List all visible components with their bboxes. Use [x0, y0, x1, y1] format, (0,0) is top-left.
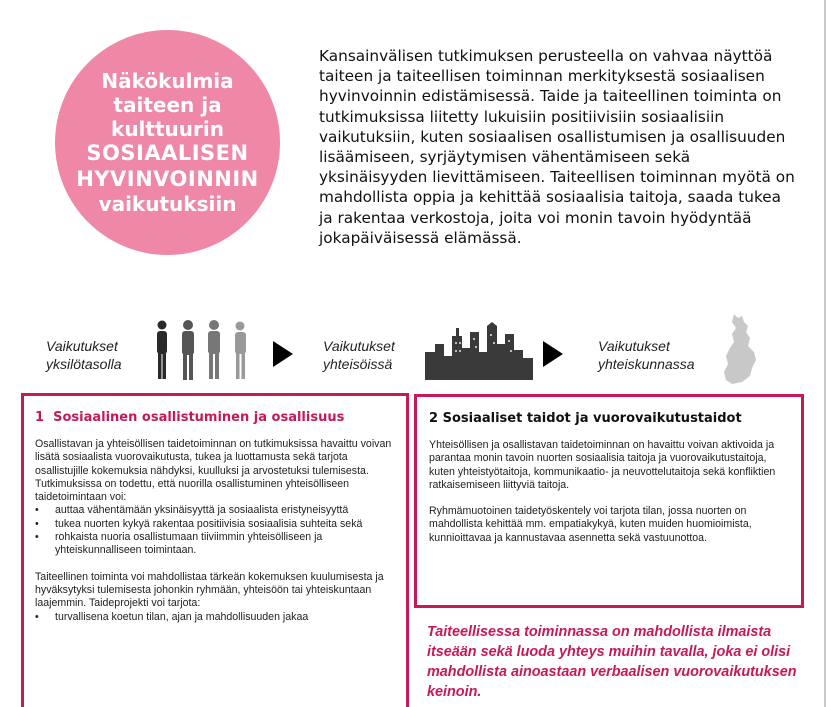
box1-bullet-list-2: [35, 611, 394, 624]
impact-individual-label: [46, 337, 121, 373]
box1-bullet-list: [35, 504, 394, 557]
intro-paragraph: Kansainvälisen tutkimuksen perusteella on vahvaa näyttöä taiteen ja taiteellisen toiminnan merkityksestä sosiaalisen hyvinvoinnin edistämisessä. Taide ja taiteellinen toiminta on tutkimuksissa liitetty lukuisiin positiivisiin sosiaalisiin vaikutuksiin, kuten sosiaalisen osallistumisen ja osallisuuden lisäämiseen, syrjäytymisen vähentämiseen sekä yksinäisyyden lievittämiseen. Taiteellisen toiminnan myötä on mahdollista oppia ja kehittää sosiaalisia taitoja, saada tukea ja rakentaa verkostoja, joita voi monin tavoin hyödyntää jokapäiväisessä elämässä.: [319, 47, 795, 247]
arrow-icon: [273, 341, 293, 367]
box-social-participation: [21, 393, 409, 707]
impact-society-label: [598, 337, 695, 373]
title-line-6: vaikutuksiin: [98, 191, 237, 216]
city-skyline-icon: [425, 322, 533, 380]
title-line-5: HYVINVOINNIN: [76, 166, 259, 191]
title-line-3: kulttuurin: [111, 117, 224, 142]
box2-title: Sosiaaliset taidot ja vuorovaikutustaidot: [442, 411, 742, 426]
impact-community-line1: Vaikutukset: [323, 338, 395, 354]
arrow-icon: [543, 341, 563, 367]
title-line-1: Näkökulmia: [101, 69, 234, 94]
list-item: • auttaa vähentämään yksinäisyyttä ja sosiaalista eristyneisyyttä: [35, 504, 394, 517]
box2-paragraph-1: Yhteisöllisen ja osallistavan taidetoiminnan on havaittu voivan aktivoida ja parantaa monin tavoin nuorten sosiaalisia taitoja ja vuorovaikutustaitoja, kuten yhteistyötaitoja, kommunikaatio- ja neuvottelutaitoja sekä konfliktien ratkaisemiseen liittyviä taitoja.: [429, 439, 776, 491]
box-social-skills: [414, 394, 804, 608]
impact-individual-line1: Vaikutukset: [46, 338, 118, 354]
box1-title: Sosiaalinen osallistuminen ja osallisuus: [53, 410, 345, 425]
box2-heading: [429, 411, 789, 427]
impact-community-label: [323, 337, 395, 373]
box1-paragraph-1: Osallistavan ja yhteisöllisen taidetoiminnan on tutkimuksissa havaittu voivan lisätä sosiaalista vuorovaikutusta, tukea ja luottamusta sekä tarjota osallistujille kokemuksia nähdyksi, kuulluksi ja arvostetuksi tulemisesta. Tutkimuksissa on todettu, että nuorilla osallistuminen yhteisölliseen taidetoimintaan voi:: [35, 438, 392, 504]
impact-society-line2: yhteiskunnassa: [598, 356, 695, 372]
box1-number: 1: [35, 410, 45, 425]
highlight-quote: Taiteellisessa toiminnassa on mahdollista ilmaista itseään sekä luoda yhteys muihin tavalla, joka ei olisi mahdollista ainoastaan verbaalisen vuorovaikutuksen keinoin.: [427, 624, 797, 700]
impact-individual-line2: yksilötasolla: [46, 356, 122, 372]
finland-map-icon: [722, 312, 762, 386]
list-item: • tukea nuorten kykyä rakentaa positiivisia sosiaalisia suhteita sekä: [35, 518, 394, 531]
box1-paragraph-2: Taiteellinen toiminta voi mahdollistaa tärkeän kokemuksen kuulumisesta ja hyväksytyksi tulemisesta johonkin ryhmään, yhteisöön tai yhteiskuntaan laajemmin. Taideprojekti voi tarjota:: [35, 570, 384, 610]
impact-community-line2: yhteisöissä: [323, 356, 393, 372]
box2-number: 2: [429, 411, 439, 426]
impact-society-line1: Vaikutukset: [598, 338, 670, 354]
list-item: • turvallisena koetun tilan, ajan ja mahdollisuuden jakaa: [35, 611, 394, 624]
list-item: • rohkaista nuoria osallistumaan tiiviimmin yhteisölliseen ja yhteiskunnalliseen toimintaan.: [35, 531, 394, 558]
box1-heading: [35, 410, 394, 426]
title-line-2: taiteen ja: [113, 93, 222, 118]
title-circle: [55, 30, 280, 255]
box2-paragraph-2: Ryhmämuotoinen taidetyöskentely voi tarjota tilan, jossa nuorten on mahdollista kehittää mm. empatiakykyä, kuten muiden huomioimista, kunnioittavaa ja kannustavaa asennetta sekä vastuunottoa.: [429, 505, 752, 544]
title-line-4: SOSIAALISEN: [86, 141, 249, 166]
people-icon: [152, 318, 260, 384]
